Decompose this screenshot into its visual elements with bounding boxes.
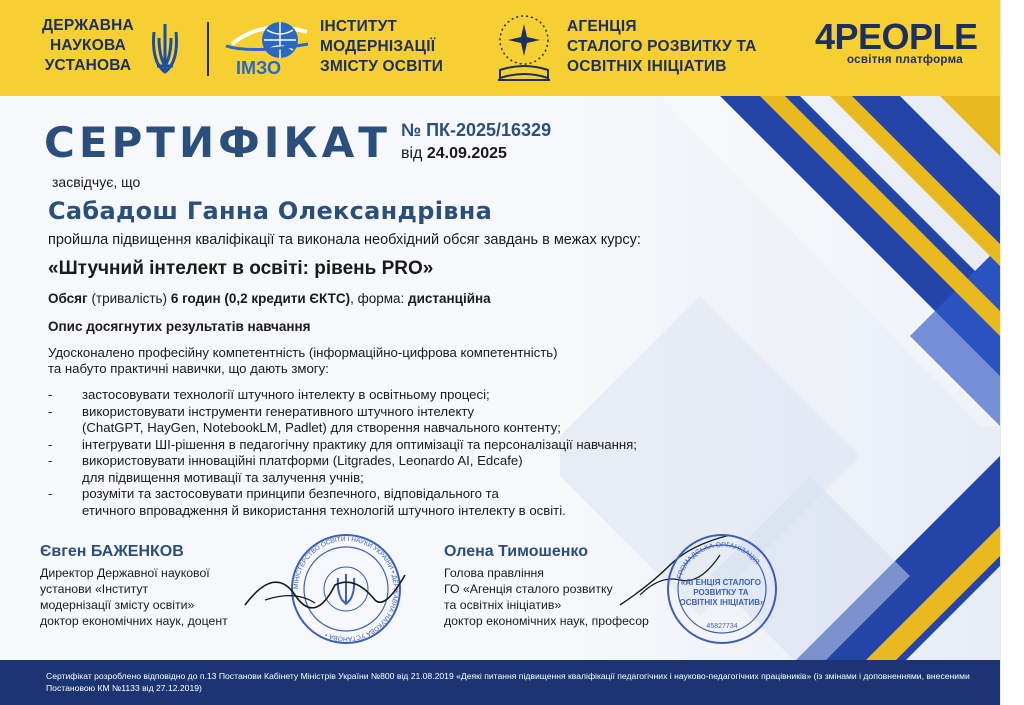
brand-name: 4PEOPLE	[815, 16, 978, 57]
certificate-number: № ПК-2025/16329	[401, 120, 552, 140]
footer-legal-text: Сертифікат розроблено відповідно до п.13 Постанови Кабінету Міністрів України №800 від 21.08.2019 «Деякі питання підвищення кваліфікації педагогічних і науково-педагогічних працівників» (із змінами і доповненнями, внесеними Постановою КМ №1133 від 27.12.2019)	[46, 671, 970, 693]
volume-value: 6 годин (0,2 кредити ЄКТС)	[170, 291, 351, 306]
stamp2-ring-text: ГРОМАДСЬКА ОРГАНІЗАЦІЯ	[676, 541, 761, 580]
header-separator	[207, 22, 209, 76]
results-intro: Удосконалено професійну компетентність (інформаційно-цифрова компетентність) та набуто практичні навички, що дають змогу:	[48, 345, 558, 376]
signatory-1-role: Директор Державної наукової установи «Інститут модернізації змісту освіти» доктор економічних наук, доцент	[40, 566, 228, 628]
institute-label: ІНСТИТУТ МОДЕРНІЗАЦІЇ ЗМІСТУ ОСВІТИ	[320, 18, 444, 75]
passed-text: пройшла підвищення кваліфікації та виконала необхідний обсяг завдань в межах курсу:	[48, 232, 641, 248]
header-band	[0, 0, 1000, 96]
volume-label: Обсяг	[48, 291, 88, 306]
4people-logo	[815, 16, 978, 78]
volume-paren: (тривалість)	[91, 291, 168, 306]
signature-1-scribble	[235, 545, 435, 625]
course-title: «Штучний інтелект в освіті: рівень PRO»	[48, 258, 434, 279]
imzo-logo	[222, 14, 314, 80]
signatory-1-name: Євген БАЖЕНКОВ	[40, 543, 184, 560]
trident-icon	[148, 22, 182, 76]
certificate-date: 24.09.2025	[426, 145, 507, 162]
form-value: дистанційна	[408, 291, 491, 306]
list-item: - розуміти та застосовувати принципи безпечного, відповідального та етичного впровадження й використання технологій штучного інтелекту в освіті.	[48, 486, 566, 518]
results-heading: Опис досягнутих результатів навчання	[48, 319, 311, 334]
recipient-name: Сабадош Ганна Олександрівна	[48, 197, 493, 225]
stamp1-ring-text: МІНІСТЕРСТВО ОСВІТИ І НАУКИ УКРАЇНИ • ДЕРЖАВНА НАУКОВА УСТАНОВА •	[292, 535, 400, 643]
list-item: - застосовувати технології штучного інтелекту в освітньому процесі;	[48, 387, 490, 402]
form-label: , форма:	[350, 291, 405, 306]
state-institution-label: ДЕРЖАВНА НАУКОВА УСТАНОВА	[42, 17, 134, 74]
certificate-date-line	[401, 145, 507, 163]
agency-stamp	[658, 530, 786, 648]
brand-tagline: освітня платформа	[847, 54, 963, 66]
imzo-abbr: ІМЗО	[236, 58, 282, 78]
signatory-2-role: Голова правління ГО «Агенція сталого розвитку та освітніх ініціатив» доктор економічних наук, професор	[444, 566, 649, 628]
footer-band	[0, 660, 1000, 705]
certifies-text: засвідчує, що	[52, 174, 141, 190]
date-prefix: від	[401, 145, 423, 162]
volume-line	[48, 291, 491, 306]
stamp2-code: 45827734	[706, 623, 738, 630]
skills-list	[48, 387, 637, 519]
list-item: - використовувати інструменти генеративного штучного інтелекту (ChatGPT, HayGen, NotebookLM, Padlet) для створення навчального контенту;	[48, 403, 561, 435]
list-item: - використовувати інноваційні платформи (Litgrades, Leonardo AI, Edcafe) для підвищення мотивації та залучення учнів;	[48, 453, 523, 485]
signatory-2-name: Олена Тимошенко	[444, 543, 588, 560]
agency-logo	[492, 6, 556, 86]
agency-label: АГЕНЦІЯ СТАЛОГО РОЗВИТКУ ТА ОСВІТНІХ ІНІЦІАТИВ	[567, 18, 757, 75]
stamp2-center-text: «АГЕНЦІЯ СТАЛОГО РОЗВИТКУ ТА ОСВІТНІХ ІНІЦІАТИВ»	[679, 578, 765, 607]
list-item: - інтегрувати ШІ-рішення в педагогічну практику для оптимізації та персоналізації навчання;	[48, 436, 637, 452]
certificate-title: СЕРТИФІКАТ	[44, 118, 391, 167]
